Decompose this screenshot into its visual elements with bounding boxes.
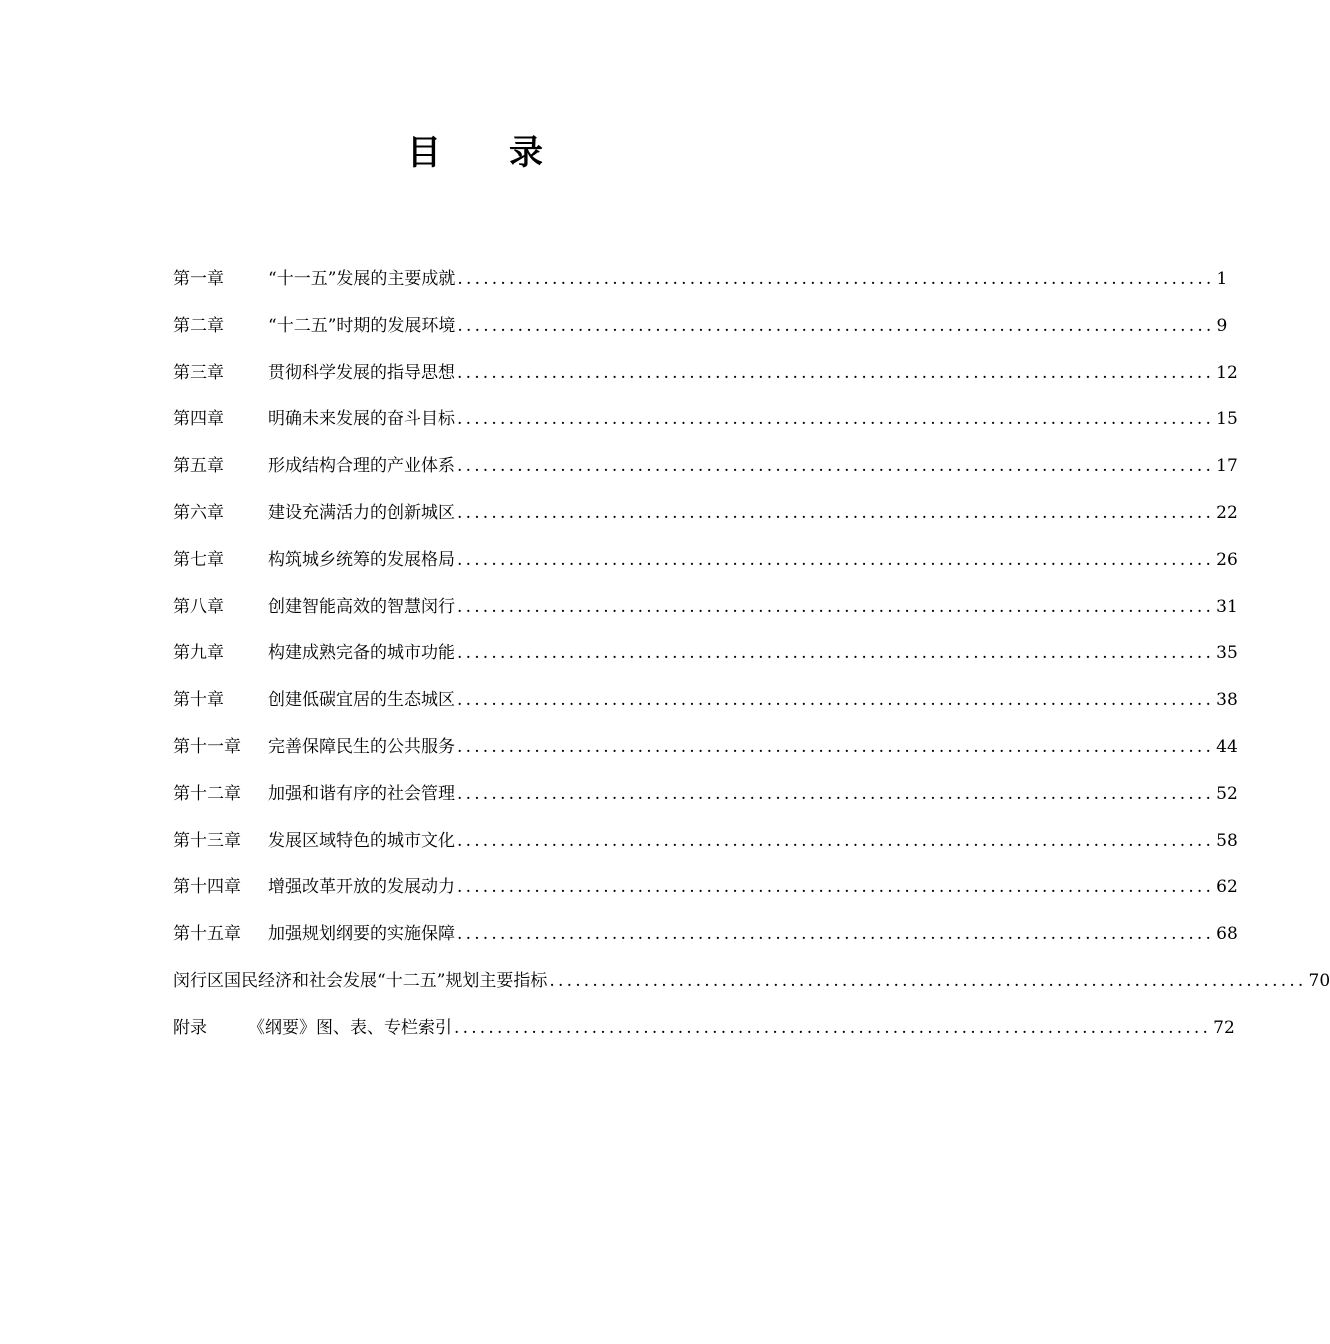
toc-dot-leader: ........................................................................................: [457, 924, 1215, 945]
toc-chapter-number: 第九章: [173, 643, 224, 664]
toc-chapter-title: 贯彻科学发展的指导思想: [268, 362, 455, 383]
toc-chapter-title: 明确未来发展的奋斗目标: [268, 409, 455, 430]
toc-dot-leader: ........................................................................................: [457, 596, 1215, 617]
toc-dot-leader: ........................................................................................: [457, 269, 1215, 289]
toc-chapter-number: 第十五章: [173, 924, 241, 945]
toc-page-number: 70: [1308, 970, 1330, 991]
toc-dot-leader: ........................................................................................: [457, 783, 1215, 804]
toc-page-number: 9: [1216, 315, 1228, 336]
toc-entry[interactable]: [173, 256, 1228, 303]
toc-chapter-number: 第三章: [173, 362, 224, 383]
toc-entry[interactable]: [173, 303, 1228, 350]
table-of-contents: [173, 256, 1330, 1052]
toc-dot-leader: ........................................................................................: [457, 877, 1215, 898]
toc-entry[interactable]: [173, 350, 1238, 397]
toc-dot-leader: ........................................................................................: [457, 736, 1215, 757]
toc-chapter-title: 创建低碳宜居的生态城区: [268, 690, 455, 711]
toc-chapter-title: 形成结构合理的产业体系: [268, 456, 455, 477]
toc-chapter-number: 第二章: [173, 315, 224, 336]
toc-entry[interactable]: [173, 864, 1238, 911]
toc-page-number: 62: [1216, 877, 1238, 898]
toc-chapter-title: 建设充满活力的创新城区: [268, 502, 455, 523]
toc-page-number: 68: [1216, 924, 1238, 945]
toc-dot-leader: ........................................................................................: [457, 830, 1215, 851]
toc-chapter-number: 第十二章: [173, 783, 241, 804]
toc-dot-leader: ........................................................................................: [457, 362, 1215, 383]
toc-entry[interactable]: [173, 396, 1238, 443]
page-title-char-1: 目: [407, 133, 441, 173]
page-title: [0, 128, 950, 178]
toc-dot-leader: ........................................................................................: [457, 690, 1215, 711]
toc-dot-leader: ........................................................................................: [457, 456, 1215, 477]
toc-page-number: 22: [1216, 502, 1238, 523]
toc-chapter-title: 构建成熟完备的城市功能: [268, 643, 455, 664]
toc-entry[interactable]: [173, 911, 1238, 958]
toc-entry[interactable]: [173, 443, 1238, 490]
toc-dot-leader: ........................................................................................: [457, 502, 1215, 523]
toc-entry[interactable]: [173, 724, 1238, 771]
toc-entry[interactable]: [173, 630, 1238, 677]
toc-chapter-number: 第四章: [173, 409, 224, 430]
toc-page-number: 31: [1216, 596, 1238, 617]
toc-chapter-number: 附录: [173, 1017, 207, 1038]
toc-entry[interactable]: [173, 584, 1238, 631]
toc-page-number: 52: [1216, 783, 1238, 804]
toc-chapter-number: 第十一章: [173, 736, 241, 757]
toc-chapter-title: 《纲要》图、表、专栏索引: [248, 1017, 452, 1038]
toc-page-number: 1: [1216, 269, 1228, 289]
toc-dot-leader: ........................................................................................: [457, 409, 1215, 430]
toc-chapter-number: 第六章: [173, 502, 224, 523]
toc-entry[interactable]: [173, 1005, 1235, 1052]
toc-entry[interactable]: [173, 771, 1238, 818]
toc-chapter-title: 加强和谐有序的社会管理: [268, 783, 455, 804]
toc-page-number: 12: [1216, 362, 1238, 383]
toc-entry[interactable]: [173, 537, 1238, 584]
toc-chapter-title: 创建智能高效的智慧闵行: [268, 596, 455, 617]
toc-chapter-number: 第七章: [173, 549, 224, 570]
toc-chapter-title: 发展区域特色的城市文化: [268, 830, 455, 851]
toc-entry[interactable]: [173, 818, 1238, 865]
toc-chapter-number: 第十四章: [173, 877, 241, 898]
toc-chapter-title: 加强规划纲要的实施保障: [268, 924, 455, 945]
toc-chapter-number: 第八章: [173, 596, 224, 617]
toc-page-number: 26: [1216, 549, 1238, 570]
toc-page-number: 17: [1216, 456, 1238, 477]
toc-chapter-number: 第十三章: [173, 830, 241, 851]
page-title-char-2: 录: [509, 133, 543, 173]
toc-chapter-title: “十二五”时期的发展环境: [268, 315, 456, 336]
toc-dot-leader: ........................................................................................: [457, 643, 1215, 664]
toc-chapter-title: 完善保障民生的公共服务: [268, 736, 455, 757]
toc-dot-leader: ........................................................................................: [457, 549, 1215, 570]
toc-chapter-number: 第五章: [173, 456, 224, 477]
toc-entry[interactable]: [173, 958, 1330, 1005]
toc-dot-leader: ........................................................................................: [457, 315, 1215, 336]
toc-page-number: 35: [1216, 643, 1238, 664]
toc-page-number: 44: [1216, 736, 1238, 757]
toc-chapter-number: 第十章: [173, 690, 224, 711]
toc-chapter-number: 第一章: [173, 269, 224, 289]
toc-page-number: 15: [1216, 409, 1238, 430]
toc-chapter-title: 构筑城乡统筹的发展格局: [268, 549, 455, 570]
toc-chapter-title: 闵行区国民经济和社会发展“十二五”规划主要指标: [173, 970, 548, 991]
toc-entry[interactable]: [173, 490, 1238, 537]
toc-chapter-title: 增强改革开放的发展动力: [268, 877, 455, 898]
toc-page-number: 58: [1216, 830, 1238, 851]
toc-page-number: 38: [1216, 690, 1238, 711]
toc-dot-leader: ........................................................................................: [549, 970, 1307, 991]
toc-entry[interactable]: [173, 677, 1238, 724]
toc-dot-leader: ........................................................................................: [454, 1017, 1212, 1038]
toc-chapter-title: “十一五”发展的主要成就: [268, 269, 456, 289]
toc-page-number: 72: [1213, 1017, 1235, 1038]
